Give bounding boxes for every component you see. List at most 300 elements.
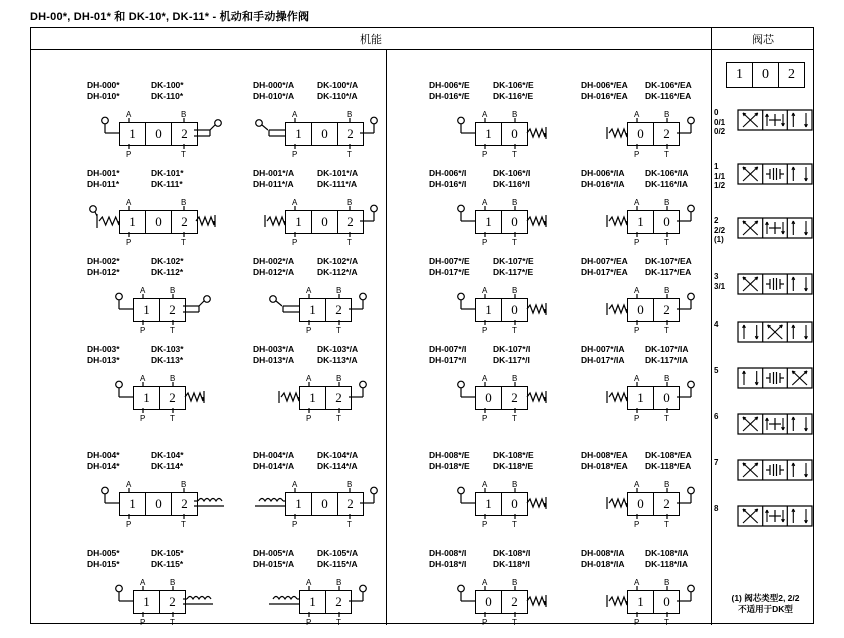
- port-label-b: B: [181, 198, 187, 207]
- valve-code-dk: DK-114*/A: [317, 461, 358, 471]
- spool-row-number: [714, 458, 736, 468]
- spool-position: 1: [476, 299, 502, 321]
- port-label-a: A: [482, 578, 488, 587]
- port-label-p: P: [634, 618, 640, 627]
- valve-code-block: [253, 168, 358, 190]
- valve-code-line: [87, 179, 184, 190]
- spool-row: [712, 458, 815, 502]
- valve-code-dk: DK-108*/I: [493, 548, 531, 558]
- port-label-t: T: [181, 150, 186, 159]
- port-label-b: B: [336, 578, 342, 587]
- valve-cell: [87, 450, 188, 532]
- valve-symbol: [87, 282, 184, 338]
- valve-code-dk: DK-102*/A: [317, 256, 359, 266]
- valve-symbol: [87, 106, 188, 162]
- port-label-t: T: [336, 414, 341, 423]
- valve-cell: [581, 548, 688, 630]
- valve-cell: [429, 344, 530, 426]
- valve-code-dh: DH-010*: [87, 91, 120, 101]
- valve-symbol: [429, 282, 534, 338]
- valve-code-dh: DH-015*: [87, 559, 120, 569]
- valve-code-dh: DH-007*/EA: [581, 256, 628, 266]
- valve-code-line: [581, 344, 688, 355]
- port-label-b: B: [347, 110, 353, 119]
- valve-code-dh: DH-018*/IA: [581, 559, 625, 569]
- spool-figure: [738, 272, 812, 302]
- actuator-drawing: [253, 194, 453, 250]
- valve-code-block: [87, 80, 184, 102]
- port-label-b: B: [512, 286, 518, 295]
- valve-symbol: [87, 194, 188, 250]
- port-label-t: T: [664, 326, 669, 335]
- valve-code-dk: DK-110*/A: [317, 91, 358, 101]
- port-label-p: P: [482, 520, 488, 529]
- spool-position: 1: [120, 123, 146, 145]
- valve-cell: [429, 80, 534, 162]
- valve-code-block: [253, 548, 358, 570]
- spool-symbol: [738, 412, 812, 440]
- port-label-p: P: [140, 618, 146, 627]
- valve-code-dh: DH-014*: [87, 461, 120, 471]
- valve-cell: [429, 450, 534, 532]
- spool-position: 1: [628, 591, 654, 613]
- port-label-a: A: [634, 480, 640, 489]
- port-label-a: A: [292, 110, 298, 119]
- valve-code-dk: DK-117*/E: [493, 267, 534, 277]
- port-label-t: T: [336, 326, 341, 335]
- valve-code-dh: DH-010*/A: [253, 91, 295, 101]
- spool-row-number: [714, 366, 736, 376]
- valve-code-block: [429, 344, 530, 366]
- spool-row-number: [714, 320, 736, 330]
- valve-code-dk: DK-113*/A: [317, 355, 358, 365]
- valve-code-line: [87, 256, 184, 267]
- valve-symbol: [581, 574, 688, 630]
- port-label-t: T: [170, 326, 175, 335]
- spool-row-number-line: 4: [714, 320, 719, 329]
- valve-code-line: [581, 80, 692, 91]
- valve-code-dh: DH-000*: [87, 80, 120, 90]
- port-label-p: P: [292, 150, 298, 159]
- valve-symbol: [253, 370, 358, 426]
- spool-row-number: [714, 504, 736, 514]
- port-label-t: T: [512, 520, 517, 529]
- port-label-b: B: [664, 578, 670, 587]
- spool-figure: [738, 108, 812, 138]
- port-label-p: P: [482, 414, 488, 423]
- valve-code-dh: DH-003*/A: [253, 344, 295, 354]
- valve-symbol: [581, 106, 692, 162]
- port-label-b: B: [512, 110, 518, 119]
- valve-code-line: [581, 355, 688, 366]
- port-label-p: P: [292, 238, 298, 247]
- spool-figure: [738, 458, 812, 488]
- valve-code-line: [87, 80, 184, 91]
- spool-position: 0: [511, 496, 518, 511]
- spool-position: 0: [663, 214, 670, 229]
- port-label-b: B: [336, 374, 342, 383]
- spool-header-digit: 0: [753, 63, 779, 87]
- valve-code-line: [253, 179, 358, 190]
- valve-code-dk: DK-112*/A: [317, 267, 358, 277]
- port-label-a: A: [634, 198, 640, 207]
- valve-symbol: [429, 106, 534, 162]
- spool-row-number-line: 1/1: [714, 171, 726, 181]
- valve-code-line: [429, 267, 534, 278]
- valve-code-block: [87, 168, 184, 190]
- port-label-t: T: [512, 238, 517, 247]
- valve-code-dk: DK-105*/A: [317, 548, 359, 558]
- port-label-p: P: [140, 414, 146, 423]
- port-label-p: P: [634, 520, 640, 529]
- spool-note-line2: 不适用于DK型: [738, 604, 793, 614]
- port-label-t: T: [512, 150, 517, 159]
- spool-position: 2: [663, 496, 670, 511]
- valve-code-dk: DK-113*: [151, 355, 184, 365]
- port-label-p: P: [140, 326, 146, 335]
- spool-row-number-line: 2/2: [714, 225, 726, 235]
- valve-code-dh: DH-006*/IA: [581, 168, 625, 178]
- valve-code-line: [429, 355, 530, 366]
- spool-position: 1: [134, 591, 160, 613]
- valve-code-line: [253, 548, 358, 559]
- spool-figure: [738, 504, 812, 534]
- spool-position: 2: [169, 594, 176, 609]
- page-title: DH-00*, DH-01* 和 DK-10*, DK-11* - 机动和手动操作阀: [30, 11, 310, 23]
- port-label-t: T: [512, 414, 517, 423]
- spool-position: 1: [476, 493, 502, 515]
- port-label-a: A: [482, 374, 488, 383]
- spool-position: 0: [476, 591, 502, 613]
- spool-figure: [738, 162, 812, 192]
- port-label-b: B: [170, 374, 176, 383]
- valve-code-line: [253, 91, 358, 102]
- valve-symbol: [87, 370, 184, 426]
- valve-code-dh: DH-001*/A: [253, 168, 295, 178]
- spool-row-number-line: 7: [714, 458, 719, 467]
- spool-row-number-line: 5: [714, 366, 719, 375]
- spool-position: 2: [347, 214, 354, 229]
- actuator-drawing: [253, 282, 453, 338]
- port-label-b: B: [664, 286, 670, 295]
- actuator-drawing: [253, 370, 453, 426]
- spool-row: [712, 366, 815, 410]
- table-header-row: [31, 28, 813, 50]
- port-label-a: A: [634, 578, 640, 587]
- valve-code-block: [429, 450, 534, 472]
- header-spool: 阀芯: [752, 33, 774, 46]
- spool-position: 2: [181, 496, 188, 511]
- spool-position: 2: [169, 390, 176, 405]
- spool-position: 0: [146, 211, 172, 233]
- valve-code-line: [429, 256, 534, 267]
- port-label-a: A: [126, 198, 132, 207]
- valve-code-dh: DH-016*/I: [429, 179, 467, 189]
- valve-code-dh: DH-004*/A: [253, 450, 295, 460]
- valve-code-line: [429, 179, 530, 190]
- valve-code-dh: DH-006*/EA: [581, 80, 628, 90]
- valve-code-block: [581, 80, 692, 102]
- spool-position: 1: [120, 493, 146, 515]
- spool-position: 1: [286, 211, 312, 233]
- valve-code-dh: DH-005*/A: [253, 548, 295, 558]
- spool-position: 0: [312, 211, 338, 233]
- port-label-a: A: [634, 286, 640, 295]
- spool-position: 0: [146, 123, 172, 145]
- port-label-t: T: [170, 414, 175, 423]
- valve-code-dk: DK-101*/A: [317, 168, 359, 178]
- valve-code-dk: DK-106*/IA: [645, 168, 689, 178]
- valve-code-block: [87, 450, 184, 472]
- valve-code-dh: DH-002*: [87, 256, 120, 266]
- valve-code-dh: DH-008*/IA: [581, 548, 625, 558]
- valve-code-line: [581, 450, 692, 461]
- spool-position: 1: [120, 211, 146, 233]
- valve-code-dh: DH-012*/A: [253, 267, 295, 277]
- valve-symbol: [429, 370, 530, 426]
- port-label-a: A: [126, 480, 132, 489]
- spool-symbol: [738, 366, 812, 394]
- table-frame: [30, 27, 814, 627]
- valve-code-dk: DK-116*/IA: [645, 179, 688, 189]
- valve-code-dh: DH-018*/EA: [581, 461, 628, 471]
- valve-cell: [253, 344, 358, 426]
- spool-position: 0: [312, 493, 338, 515]
- port-label-b: B: [181, 110, 187, 119]
- port-label-b: B: [181, 480, 187, 489]
- valve-code-dh: DH-016*/EA: [581, 91, 628, 101]
- valve-code-line: [87, 344, 184, 355]
- valve-code-line: [581, 91, 692, 102]
- spool-row-number-line: 8: [714, 504, 719, 513]
- port-label-b: B: [664, 374, 670, 383]
- port-label-b: B: [170, 286, 176, 295]
- valve-symbol: [253, 194, 358, 250]
- spool-position: 1: [628, 387, 654, 409]
- spool-row-number-line: (1): [714, 235, 724, 244]
- valve-code-line: [429, 91, 534, 102]
- actuator-drawing: [253, 106, 453, 162]
- function-grid: [31, 50, 711, 625]
- port-label-a: A: [140, 374, 146, 383]
- valve-symbol: [253, 282, 358, 338]
- spool-position: 1: [628, 211, 654, 233]
- spool-position: 0: [476, 387, 502, 409]
- valve-code-dk: DK-102*: [151, 256, 184, 266]
- valve-code-line: [581, 559, 688, 570]
- port-label-b: B: [512, 374, 518, 383]
- port-label-p: P: [482, 618, 488, 627]
- spool-row: [712, 320, 815, 364]
- valve-code-dh: DH-006*/I: [429, 168, 467, 178]
- port-label-a: A: [306, 578, 312, 587]
- valve-symbol: [429, 194, 530, 250]
- valve-code-dk: DK-118*/I: [493, 559, 530, 569]
- valve-code-dh: DH-017*/IA: [581, 355, 625, 365]
- port-label-a: A: [482, 198, 488, 207]
- port-label-t: T: [336, 618, 341, 627]
- valve-code-block: [429, 548, 530, 570]
- valve-code-block: [253, 450, 358, 472]
- spool-row-number: [714, 216, 736, 245]
- port-label-a: A: [482, 480, 488, 489]
- valve-code-dk: DK-103*/A: [317, 344, 359, 354]
- spool-position: 1: [134, 387, 160, 409]
- spool-position: 2: [347, 126, 354, 141]
- port-label-t: T: [181, 520, 186, 529]
- valve-code-dh: DH-015*/A: [253, 559, 295, 569]
- valve-code-dh: DH-007*/IA: [581, 344, 625, 354]
- port-label-p: P: [126, 150, 132, 159]
- valve-code-line: [87, 548, 184, 559]
- port-label-b: B: [512, 480, 518, 489]
- valve-cell: [253, 256, 358, 338]
- valve-code-dk: DK-105*: [151, 548, 184, 558]
- spool-symbol: [738, 216, 812, 244]
- spool-row-number: [714, 108, 736, 137]
- port-label-t: T: [664, 150, 669, 159]
- valve-cell: [581, 344, 688, 426]
- valve-cell: [253, 168, 358, 250]
- valve-code-line: [429, 80, 534, 91]
- valve-cell: [87, 344, 184, 426]
- valve-symbol: [87, 476, 188, 532]
- valve-code-line: [429, 344, 530, 355]
- spool-position: 0: [146, 493, 172, 515]
- valve-code-dh: DH-008*/I: [429, 548, 467, 558]
- port-label-p: P: [634, 238, 640, 247]
- valve-code-line: [581, 548, 688, 559]
- spool-position: 1: [300, 387, 326, 409]
- port-label-a: A: [292, 480, 298, 489]
- valve-code-block: [581, 256, 692, 278]
- valve-cell: [253, 80, 358, 162]
- port-label-t: T: [664, 238, 669, 247]
- port-label-b: B: [336, 286, 342, 295]
- valve-code-block: [581, 168, 688, 190]
- port-label-t: T: [181, 238, 186, 247]
- valve-code-block: [581, 450, 692, 472]
- valve-symbol: [87, 574, 184, 630]
- valve-code-dh: DH-014*/A: [253, 461, 295, 471]
- valve-cell: [429, 168, 530, 250]
- valve-code-line: [253, 80, 358, 91]
- actuator-drawing: [253, 574, 453, 630]
- valve-cell: [253, 450, 358, 532]
- valve-code-dk: DK-106*/I: [493, 168, 531, 178]
- valve-code-line: [253, 450, 358, 461]
- valve-cell: [87, 256, 184, 338]
- port-label-p: P: [126, 238, 132, 247]
- valve-cell: [87, 80, 188, 162]
- valve-code-dk: DK-117*/EA: [645, 267, 692, 277]
- port-label-a: A: [482, 110, 488, 119]
- spool-symbol: [738, 504, 812, 532]
- valve-code-dh: DH-013*/A: [253, 355, 295, 365]
- spool-position: 2: [347, 496, 354, 511]
- valve-code-dk: DK-107*/IA: [645, 344, 689, 354]
- spool-position: 1: [476, 123, 502, 145]
- valve-symbol: [253, 106, 358, 162]
- spool-row-number-line: 0/2: [714, 127, 726, 136]
- valve-code-dk: DK-100*/A: [317, 80, 359, 90]
- port-label-p: P: [482, 326, 488, 335]
- valve-cell: [429, 256, 534, 338]
- spool-symbol: [738, 272, 812, 300]
- port-label-b: B: [347, 198, 353, 207]
- spool-symbol: [738, 458, 812, 486]
- spool-position: 2: [335, 594, 342, 609]
- spool-symbol: [738, 162, 812, 190]
- valve-code-line: [253, 344, 358, 355]
- valve-code-line: [581, 179, 688, 190]
- port-label-p: P: [306, 326, 312, 335]
- valve-code-block: [87, 548, 184, 570]
- valve-code-line: [87, 559, 184, 570]
- valve-code-dh: DH-016*/E: [429, 91, 470, 101]
- spool-row-number: [714, 412, 736, 422]
- port-label-a: A: [306, 374, 312, 383]
- spool-row: [712, 412, 815, 456]
- spool-row-number-line: 1/2: [714, 181, 726, 190]
- port-label-t: T: [170, 618, 175, 627]
- valve-symbol: [253, 476, 358, 532]
- spool-row-number-line: 3: [714, 272, 719, 281]
- spool-row-number-line: 0/1: [714, 117, 726, 127]
- valve-code-dh: DH-002*/A: [253, 256, 295, 266]
- port-label-b: B: [512, 198, 518, 207]
- valve-code-dk: DK-106*/EA: [645, 80, 692, 90]
- port-label-t: T: [347, 238, 352, 247]
- spool-position: 2: [335, 390, 342, 405]
- valve-code-dk: DK-111*: [151, 179, 183, 189]
- spool-symbol: [738, 108, 812, 136]
- valve-symbol: [429, 574, 530, 630]
- valve-code-dk: DK-116*/EA: [645, 91, 692, 101]
- valve-code-dh: DH-007*/E: [429, 256, 470, 266]
- spool-position: 1: [286, 123, 312, 145]
- valve-code-dk: DK-118*/E: [493, 461, 534, 471]
- valve-code-line: [429, 559, 530, 570]
- valve-symbol: [429, 476, 534, 532]
- valve-code-dk: DK-112*: [151, 267, 184, 277]
- spool-position: 2: [663, 302, 670, 317]
- valve-code-dk: DK-114*: [151, 461, 184, 471]
- valve-code-dh: DH-012*: [87, 267, 120, 277]
- valve-code-dk: DK-116*/I: [493, 179, 530, 189]
- port-label-b: B: [347, 480, 353, 489]
- spool-row-number-line: 6: [714, 412, 719, 421]
- port-label-p: P: [634, 326, 640, 335]
- port-label-t: T: [664, 414, 669, 423]
- spool-position: 1: [134, 299, 160, 321]
- port-label-a: A: [306, 286, 312, 295]
- spool-row-number-line: 2: [714, 216, 719, 225]
- spool-figure: [738, 412, 812, 442]
- valve-cell: [581, 450, 692, 532]
- spool-header-box: [726, 62, 805, 88]
- valve-code-line: [581, 256, 692, 267]
- valve-code-dk: DK-118*/IA: [645, 559, 688, 569]
- port-label-a: A: [140, 578, 146, 587]
- spool-row: [712, 108, 815, 152]
- port-label-p: P: [292, 520, 298, 529]
- valve-code-dk: DK-104*: [151, 450, 184, 460]
- valve-code-dk: DK-111*/A: [317, 179, 358, 189]
- spool-position: 0: [312, 123, 338, 145]
- spool-position: 2: [511, 594, 518, 609]
- valve-code-line: [87, 267, 184, 278]
